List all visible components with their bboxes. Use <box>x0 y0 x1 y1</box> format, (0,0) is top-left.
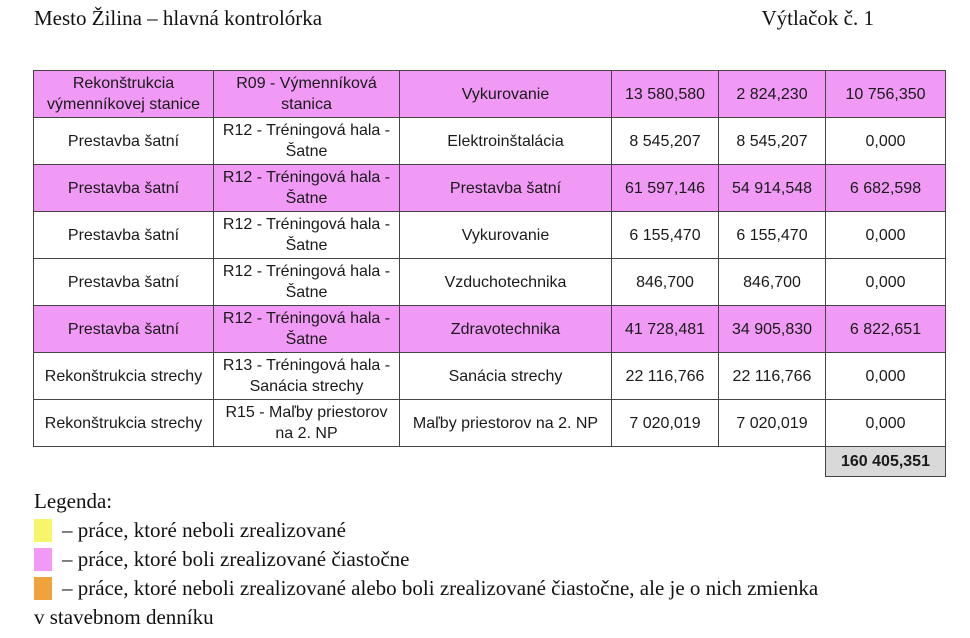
cell-project: Rekonštrukcia strechy <box>34 400 214 447</box>
legend-item-text: – práce, ktoré neboli zrealizované alebo boli zrealizované čiastočne, ale je o nich zmienka <box>62 576 819 600</box>
table-row <box>34 400 946 447</box>
cell-object: R12 - Tréningová hala - Šatne <box>214 165 400 212</box>
cell-amount-2: 7 020,019 <box>719 400 826 447</box>
cell-object: R12 - Tréningová hala - Šatne <box>214 212 400 259</box>
legend-swatch-pink <box>34 548 52 571</box>
table-row <box>34 71 946 118</box>
cell-project: Rekonštrukcia výmenníkovej stanice <box>34 71 214 118</box>
table-row <box>34 259 946 306</box>
cell-amount-3: 6 822,651 <box>826 306 946 353</box>
cell-work: Zdravotechnika <box>400 306 612 353</box>
legend-swatch-yellow <box>34 519 52 542</box>
cell-object: R12 - Tréningová hala - Šatne <box>214 118 400 165</box>
document-header <box>34 4 874 32</box>
cell-work: Prestavba šatní <box>400 165 612 212</box>
cell-amount-2: 34 905,830 <box>719 306 826 353</box>
table-row <box>34 212 946 259</box>
legend-title: Legenda: <box>34 489 113 513</box>
legend <box>34 487 934 632</box>
cell-work: Vzduchotechnika <box>400 259 612 306</box>
cell-amount-3: 0,000 <box>826 400 946 447</box>
header-title: Mesto Žilina – hlavná kontrolórka <box>34 6 323 30</box>
cell-work: Vykurovanie <box>400 212 612 259</box>
cell-work: Elektroinštalácia <box>400 118 612 165</box>
cell-amount-1: 6 155,470 <box>612 212 719 259</box>
total-row <box>34 447 946 477</box>
legend-item <box>34 545 934 574</box>
legend-item-text: – práce, ktoré boli zrealizované čiastočne <box>62 547 410 571</box>
cell-work: Maľby priestorov na 2. NP <box>400 400 612 447</box>
legend-item <box>34 574 934 603</box>
cell-amount-1: 41 728,481 <box>612 306 719 353</box>
cell-amount-2: 846,700 <box>719 259 826 306</box>
cell-project: Rekonštrukcia strechy <box>34 353 214 400</box>
cell-project: Prestavba šatní <box>34 165 214 212</box>
cell-object: R12 - Tréningová hala - Šatne <box>214 306 400 353</box>
cell-amount-3: 0,000 <box>826 212 946 259</box>
cell-amount-2: 6 155,470 <box>719 212 826 259</box>
cell-amount-1: 846,700 <box>612 259 719 306</box>
cell-project: Prestavba šatní <box>34 212 214 259</box>
cell-amount-1: 7 020,019 <box>612 400 719 447</box>
cell-amount-1: 61 597,146 <box>612 165 719 212</box>
cell-amount-2: 22 116,766 <box>719 353 826 400</box>
cell-project: Prestavba šatní <box>34 259 214 306</box>
cell-amount-3: 6 682,598 <box>826 165 946 212</box>
cell-work: Vykurovanie <box>400 71 612 118</box>
legend-continuation: v stavebnom denníku <box>34 605 214 629</box>
cell-amount-2: 2 824,230 <box>719 71 826 118</box>
cell-object: R09 - Výmenníková stanica <box>214 71 400 118</box>
cell-amount-3: 0,000 <box>826 353 946 400</box>
cell-amount-1: 22 116,766 <box>612 353 719 400</box>
total-sum: 160 405,351 <box>826 447 946 477</box>
table-row <box>34 306 946 353</box>
cell-amount-1: 13 580,580 <box>612 71 719 118</box>
cell-amount-3: 0,000 <box>826 118 946 165</box>
table-row <box>34 118 946 165</box>
table-row <box>34 353 946 400</box>
cell-object: R12 - Tréningová hala - Šatne <box>214 259 400 306</box>
cell-object: R15 - Maľby priestorov na 2. NP <box>214 400 400 447</box>
header-copy-number: Výtlačok č. 1 <box>761 6 874 30</box>
legend-item-text: – práce, ktoré neboli zrealizované <box>62 518 346 542</box>
table-row <box>34 165 946 212</box>
legend-swatch-orange <box>34 577 52 600</box>
works-table <box>33 70 946 477</box>
cell-work: Sanácia strechy <box>400 353 612 400</box>
cell-project: Prestavba šatní <box>34 306 214 353</box>
cell-amount-3: 0,000 <box>826 259 946 306</box>
cell-project: Prestavba šatní <box>34 118 214 165</box>
cell-object: R13 - Tréningová hala - Sanácia strechy <box>214 353 400 400</box>
legend-item <box>34 516 934 545</box>
cell-amount-2: 8 545,207 <box>719 118 826 165</box>
cell-amount-1: 8 545,207 <box>612 118 719 165</box>
cell-amount-3: 10 756,350 <box>826 71 946 118</box>
cell-amount-2: 54 914,548 <box>719 165 826 212</box>
